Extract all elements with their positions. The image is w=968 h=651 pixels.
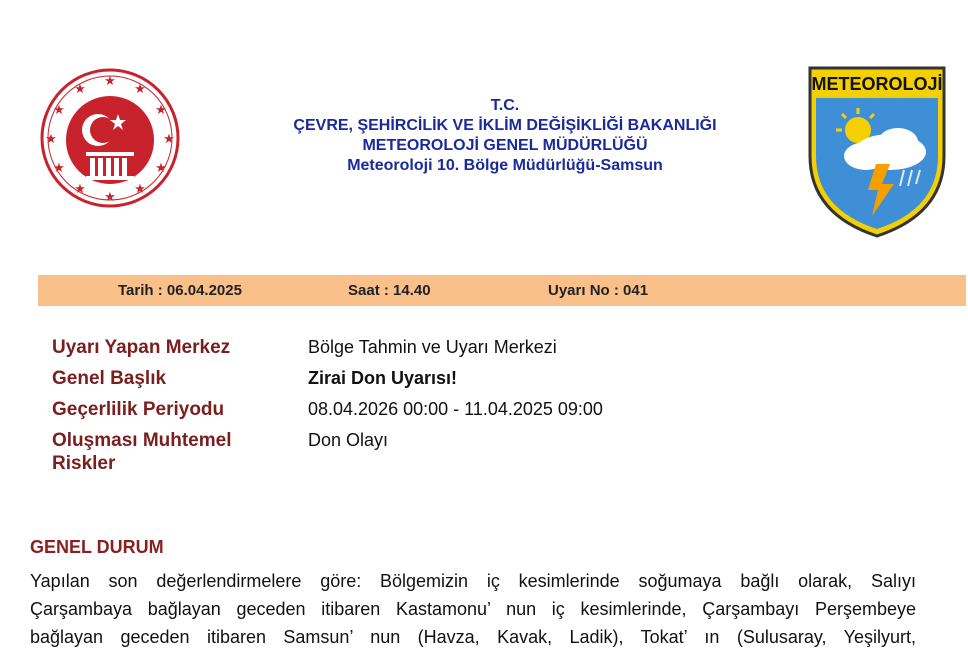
svg-text:★: ★ bbox=[134, 82, 146, 97]
label-possible-risks bbox=[52, 429, 232, 475]
label-validity-period: Geçerlilik Periyodu bbox=[52, 399, 225, 420]
svg-text:★: ★ bbox=[53, 161, 65, 176]
svg-text:★: ★ bbox=[163, 132, 175, 147]
warning-date: Tarih : 06.04.2025 bbox=[118, 282, 242, 299]
warning-meta-bar bbox=[38, 275, 966, 306]
label-possible-risks-line2: Riskler bbox=[52, 453, 116, 474]
header-line-ministry: ÇEVRE, ŞEHİRCİLİK VE İKLİM DEĞİŞİKLİĞİ BAKANLIĞI bbox=[293, 117, 717, 134]
section-title-general-situation: GENEL DURUM bbox=[30, 537, 164, 557]
general-situation-paragraph bbox=[30, 567, 916, 651]
ministry-seal-logo bbox=[40, 68, 180, 208]
value-issuing-center: Bölge Tahmin ve Uyarı Merkezi bbox=[308, 337, 557, 357]
header-line-tc: T.C. bbox=[490, 97, 520, 114]
value-validity-period: 08.04.2026 00:00 - 11.04.2025 09:00 bbox=[308, 399, 603, 419]
label-issuing-center: Uyarı Yapan Merkez bbox=[52, 337, 231, 358]
header-line-directorate: METEOROLOJİ GENEL MÜDÜRLÜĞÜ bbox=[362, 137, 648, 154]
svg-text:★: ★ bbox=[74, 182, 86, 197]
svg-text:★: ★ bbox=[155, 103, 167, 118]
value-general-title: Zirai Don Uyarısı! bbox=[308, 368, 458, 388]
svg-text:★: ★ bbox=[104, 74, 116, 89]
paragraph-line: Çarşambaya bağlayan geceden itibaren Kastamonu’ nun iç kesimlerinde, Çarşambayı Perşembeye bbox=[30, 599, 916, 619]
svg-text:★: ★ bbox=[53, 103, 65, 118]
svg-text:★: ★ bbox=[134, 182, 146, 197]
label-general-title: Genel Başlık bbox=[52, 368, 167, 389]
paragraph-line: Yapılan son değerlendirmelere göre: Bölgemizin iç kesimlerinde soğumaya bağlı olarak, Salıyı bbox=[30, 571, 916, 591]
header-line-regional: Meteoroloji 10. Bölge Müdürlüğü-Samsun bbox=[347, 157, 663, 174]
ministry-header bbox=[240, 96, 770, 176]
svg-text:★: ★ bbox=[74, 82, 86, 97]
label-possible-risks-line1: Oluşması Muhtemel bbox=[52, 430, 232, 451]
warning-number: Uyarı No : 041 bbox=[548, 282, 649, 299]
logo-wordmark: METEOROLOJİ bbox=[811, 74, 943, 94]
value-possible-risks: Don Olayı bbox=[308, 430, 389, 450]
warning-time: Saat : 14.40 bbox=[348, 282, 431, 299]
paragraph-line: bağlayan geceden itibaren Samsun’ nun (Havza, Kavak, Ladik), Tokat’ ın (Sulusaray, Yeşilyurt, bbox=[30, 627, 916, 647]
meteoroloji-logo bbox=[806, 64, 948, 240]
svg-text:★: ★ bbox=[45, 132, 57, 147]
svg-text:★: ★ bbox=[155, 161, 167, 176]
svg-text:★: ★ bbox=[104, 190, 116, 205]
